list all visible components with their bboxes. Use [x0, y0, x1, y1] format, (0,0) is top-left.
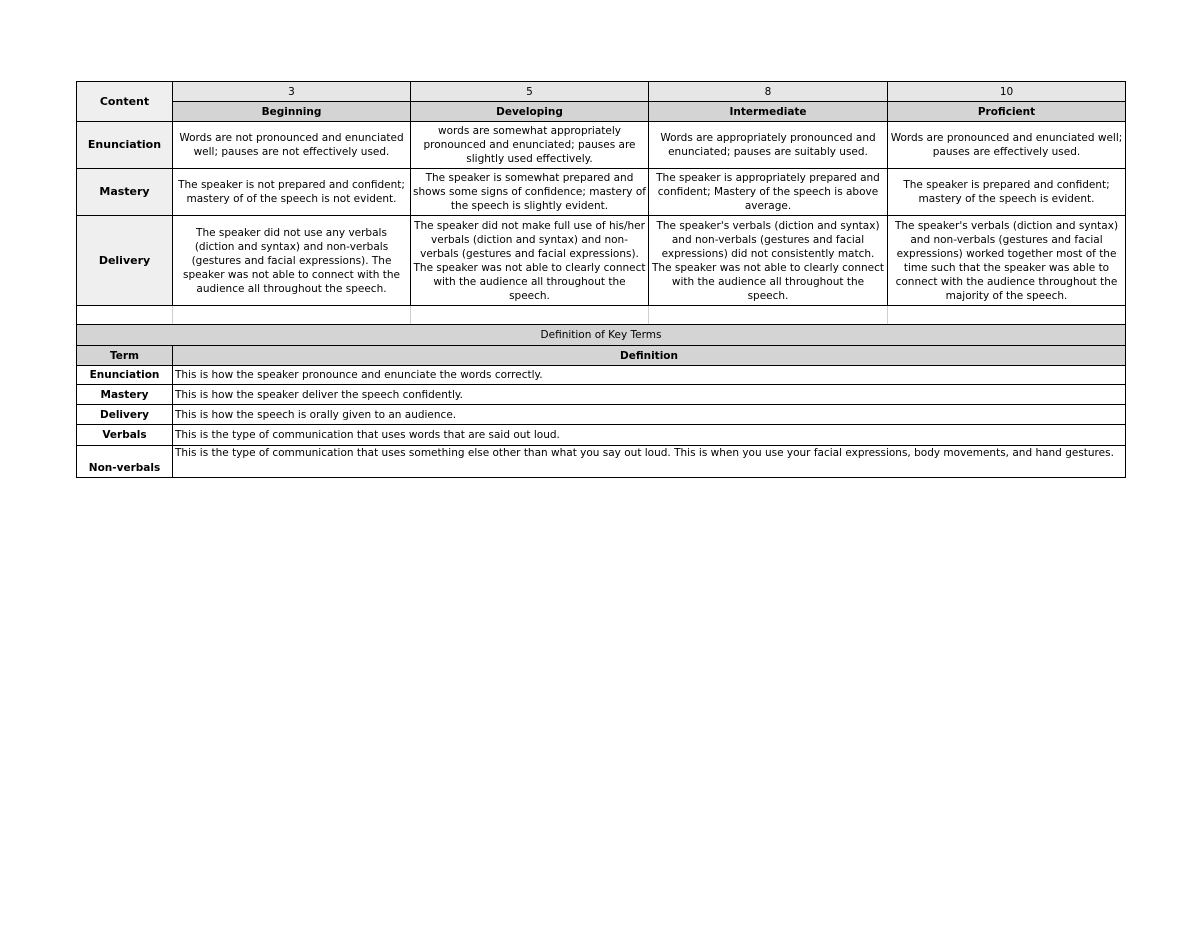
score-8: 8: [649, 82, 888, 102]
term-header: Term: [77, 346, 173, 366]
content-header: Content: [77, 82, 173, 122]
criterion-enunciation: Enunciation: [77, 122, 173, 169]
rubric-table: [76, 81, 1126, 478]
rubric-cell: The speaker is appropriately prepared and confident; Mastery of the speech is above average.: [649, 169, 888, 216]
rubric-sheet: [76, 81, 1125, 478]
empty-cell: [649, 306, 888, 325]
term-delivery: Delivery: [77, 405, 173, 425]
criterion-delivery: Delivery: [77, 216, 173, 306]
definition-text: This is how the speaker pronounce and enunciate the words correctly.: [173, 366, 1126, 385]
rubric-cell: Words are not pronounced and enunciated well; pauses are not effectively used.: [173, 122, 411, 169]
rubric-cell: The speaker is prepared and confident; mastery of the speech is evident.: [888, 169, 1126, 216]
rubric-cell: Words are pronounced and enunciated well; pauses are effectively used.: [888, 122, 1126, 169]
rubric-row-delivery: [77, 216, 1126, 306]
score-10: 10: [888, 82, 1126, 102]
rubric-cell: The speaker's verbals (diction and syntax) and non-verbals (gestures and facial expressions) did not consistently match. The speaker was not able to clearly connect with the audience all throughout the speech.: [649, 216, 888, 306]
criterion-mastery: Mastery: [77, 169, 173, 216]
empty-row: [77, 306, 1126, 325]
rubric-cell: The speaker is not prepared and confident; mastery of of the speech is not evident.: [173, 169, 411, 216]
definition-header: Definition: [173, 346, 1126, 366]
rubric-cell: The speaker did not use any verbals (diction and syntax) and non-verbals (gestures and facial expressions). The speaker was not able to connect with the audience all throughout the speech.: [173, 216, 411, 306]
rubric-cell: The speaker did not make full use of his/her verbals (diction and syntax) and non-verbals (gestures and facial expressions). The speaker was not able to clearly connect with the audience all throughout the speech.: [411, 216, 649, 306]
score-3: 3: [173, 82, 411, 102]
level-intermediate: Intermediate: [649, 102, 888, 122]
rubric-cell: The speaker's verbals (diction and syntax) and non-verbals (gestures and facial expressions) worked together most of the time such that the speaker was able to connect with the audience throughout the majority of the speech.: [888, 216, 1126, 306]
rubric-row-enunciation: [77, 122, 1126, 169]
empty-cell: [77, 306, 173, 325]
definition-text: This is how the speech is orally given to an audience.: [173, 405, 1126, 425]
definition-text: This is the type of communication that uses something else other than what you say out loud. This is when you use your facial expressions, body movements, and hand gestures.: [173, 446, 1126, 478]
rubric-cell: words are somewhat appropriately pronounced and enunciated; pauses are slightly used effectively.: [411, 122, 649, 169]
term-verbals: Verbals: [77, 425, 173, 446]
rubric-cell: Words are appropriately pronounced and enunciated; pauses are suitably used.: [649, 122, 888, 169]
definitions-title: Definition of Key Terms: [77, 325, 1126, 346]
term-non-verbals: Non-verbals: [77, 446, 173, 478]
definition-text: This is how the speaker deliver the speech confidently.: [173, 385, 1126, 405]
level-developing: Developing: [411, 102, 649, 122]
level-beginning: Beginning: [173, 102, 411, 122]
level-proficient: Proficient: [888, 102, 1126, 122]
definition-row: [77, 405, 1126, 425]
term-enunciation: Enunciation: [77, 366, 173, 385]
empty-cell: [173, 306, 411, 325]
rubric-cell: The speaker is somewhat prepared and shows some signs of confidence; mastery of the speech is slightly evident.: [411, 169, 649, 216]
empty-cell: [888, 306, 1126, 325]
rubric-row-mastery: [77, 169, 1126, 216]
definition-row: [77, 425, 1126, 446]
definition-row: [77, 446, 1126, 478]
term-mastery: Mastery: [77, 385, 173, 405]
definition-row: [77, 366, 1126, 385]
empty-cell: [411, 306, 649, 325]
definition-text: This is the type of communication that uses words that are said out loud.: [173, 425, 1126, 446]
score-5: 5: [411, 82, 649, 102]
definition-row: [77, 385, 1126, 405]
